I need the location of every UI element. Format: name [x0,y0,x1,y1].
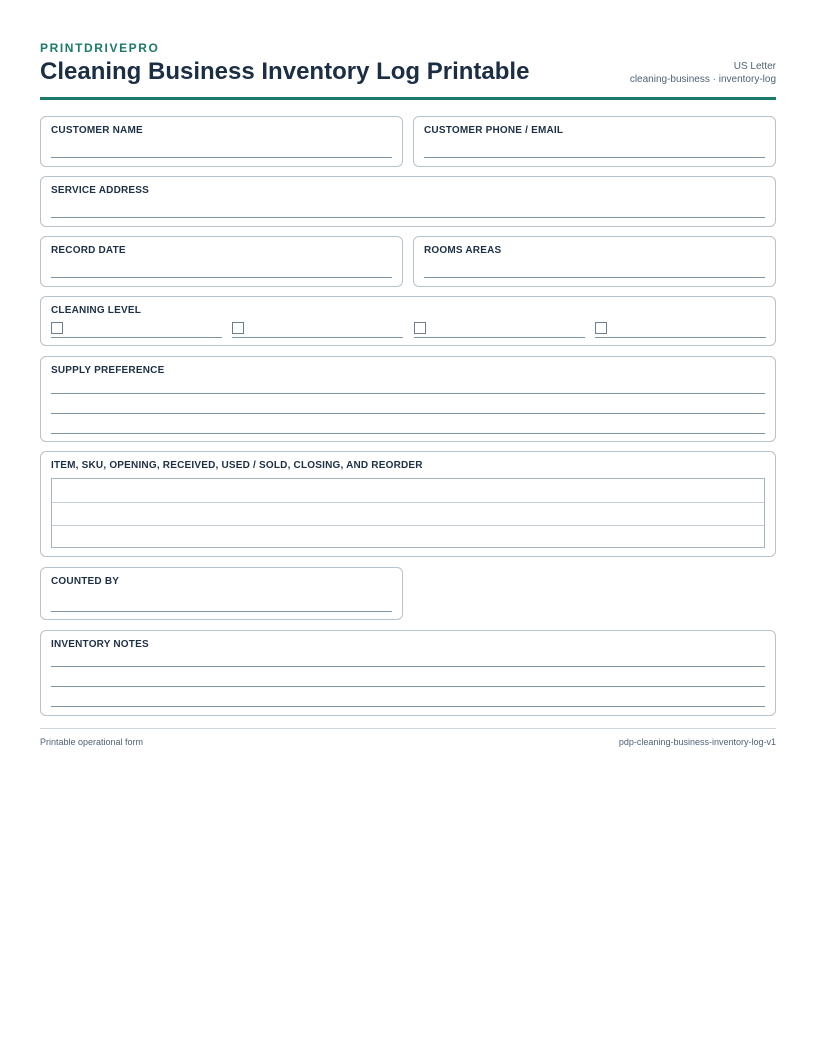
supply-preference-label: SUPPLY PREFERENCE [51,365,165,376]
inventory-notes-label: INVENTORY NOTES [51,639,149,650]
supply-preference-field[interactable] [40,356,776,442]
checkbox-icon[interactable] [595,322,607,334]
inventory-notes-field[interactable] [40,630,776,716]
brand-name: PRINTDRIVEPRO [40,41,160,55]
form-id-label: pdp-cleaning-business-inventory-log-v1 [618,737,776,747]
inventory-table [51,478,765,548]
inventory-notes-line-1[interactable] [51,666,765,667]
cleaning-level-option-4[interactable] [595,322,766,338]
record-date-label: RECORD DATE [51,245,126,256]
option-write-line [595,337,766,338]
customer-contact-line[interactable] [424,157,765,158]
form-slug-label: cleaning-business · inventory-log [629,74,776,85]
page-title: Cleaning Business Inventory Log Printable [40,58,530,85]
counted-by-label: COUNTED BY [51,576,120,587]
cleaning-level-option-2[interactable] [232,322,403,338]
cleaning-level-label: CLEANING LEVEL [51,305,142,316]
record-date-field[interactable] [40,236,403,287]
supply-preference-line-3[interactable] [51,433,765,434]
customer-name-field[interactable] [40,116,403,167]
customer-contact-field[interactable] [413,116,776,167]
option-write-line [414,337,585,338]
customer-name-label: CUSTOMER NAME [51,125,143,136]
rooms-areas-line[interactable] [424,277,765,278]
table-row-divider [52,525,764,526]
inventory-table-section [40,451,776,557]
inventory-notes-line-2[interactable] [51,686,765,687]
option-write-line [232,337,403,338]
counted-by-field[interactable] [40,567,403,620]
rooms-areas-field[interactable] [413,236,776,287]
inventory-notes-line-3[interactable] [51,706,765,707]
counted-by-line[interactable] [51,611,392,612]
footer-caption: Printable operational form [40,737,144,747]
supply-preference-line-2[interactable] [51,413,765,414]
checkbox-icon[interactable] [414,322,426,334]
service-address-line[interactable] [51,217,765,218]
checkbox-icon[interactable] [51,322,63,334]
inventory-table-label: ITEM, SKU, OPENING, RECEIVED, USED / SOLD, CLOSING, AND REORDER [51,460,423,471]
paper-size-label: US Letter [733,61,776,72]
service-address-field[interactable] [40,176,776,227]
rooms-areas-label: ROOMS AREAS [424,245,502,256]
page-meta [630,60,776,86]
cleaning-level-option-3[interactable] [414,322,585,338]
cleaning-level-field [40,296,776,346]
record-date-line[interactable] [51,277,392,278]
header-rule [40,97,776,100]
customer-name-line[interactable] [51,157,392,158]
footer-rule [40,728,776,729]
checkbox-icon[interactable] [232,322,244,334]
cleaning-level-option-1[interactable] [51,322,222,338]
table-row-divider [52,502,764,503]
option-write-line [51,337,222,338]
customer-contact-label: CUSTOMER PHONE / EMAIL [424,125,564,136]
service-address-label: SERVICE ADDRESS [51,185,150,196]
supply-preference-line-1[interactable] [51,393,765,394]
